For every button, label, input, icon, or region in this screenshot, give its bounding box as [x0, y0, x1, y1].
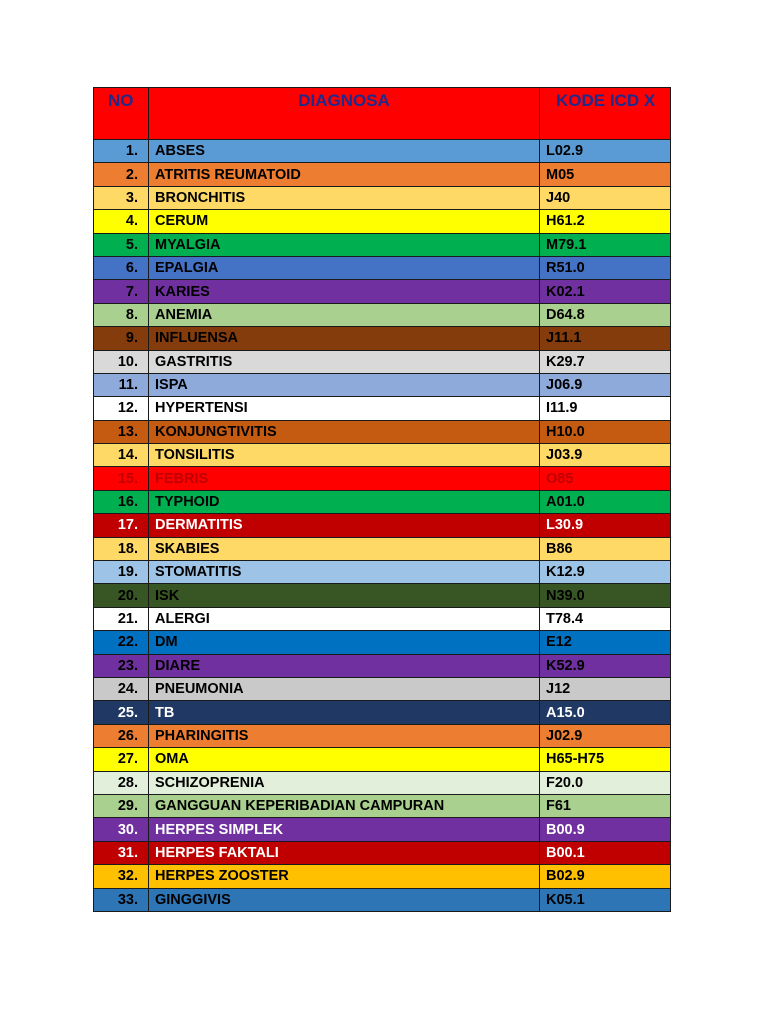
row-icd-code: H10.0: [540, 420, 671, 443]
table-row: [94, 397, 671, 420]
row-diagnosis: TB: [149, 701, 540, 724]
table-row: [94, 350, 671, 373]
row-icd-code: M05: [540, 163, 671, 186]
row-diagnosis: ANEMIA: [149, 303, 540, 326]
table-row: [94, 841, 671, 864]
table-row: [94, 514, 671, 537]
table-row: [94, 888, 671, 911]
row-number: 22.: [94, 631, 149, 654]
row-icd-code: E12: [540, 631, 671, 654]
table-row: [94, 865, 671, 888]
row-diagnosis: TYPHOID: [149, 490, 540, 513]
header-diagnosa: DIAGNOSA: [149, 88, 540, 140]
row-icd-code: F20.0: [540, 771, 671, 794]
row-number: 16.: [94, 490, 149, 513]
row-diagnosis: ALERGI: [149, 607, 540, 630]
row-diagnosis: GANGGUAN KEPERIBADIAN CAMPURAN: [149, 794, 540, 817]
row-icd-code: J40: [540, 186, 671, 209]
table-row: [94, 327, 671, 350]
table-row: [94, 373, 671, 396]
table-row: [94, 537, 671, 560]
row-icd-code: D64.8: [540, 303, 671, 326]
row-icd-code: B00.9: [540, 818, 671, 841]
row-icd-code: L30.9: [540, 514, 671, 537]
row-icd-code: K02.1: [540, 280, 671, 303]
row-diagnosis: BRONCHITIS: [149, 186, 540, 209]
row-diagnosis: CERUM: [149, 210, 540, 233]
table-row: [94, 724, 671, 747]
row-diagnosis: STOMATITIS: [149, 561, 540, 584]
row-number: 21.: [94, 607, 149, 630]
row-diagnosis: HERPES ZOOSTER: [149, 865, 540, 888]
row-icd-code: J03.9: [540, 444, 671, 467]
row-diagnosis: EPALGIA: [149, 256, 540, 279]
table-row: [94, 420, 671, 443]
row-icd-code: B86: [540, 537, 671, 560]
table-row: [94, 701, 671, 724]
table-row: [94, 186, 671, 209]
row-number: 11.: [94, 373, 149, 396]
row-diagnosis: FEBRIS: [149, 467, 540, 490]
table-row: [94, 631, 671, 654]
row-icd-code: J11.1: [540, 327, 671, 350]
row-icd-code: H65-H75: [540, 748, 671, 771]
row-icd-code: O85: [540, 467, 671, 490]
row-icd-code: K29.7: [540, 350, 671, 373]
row-diagnosis: GINGGIVIS: [149, 888, 540, 911]
table-row: [94, 467, 671, 490]
table-header-row: [94, 88, 671, 140]
row-diagnosis: HYPERTENSI: [149, 397, 540, 420]
table-row: [94, 140, 671, 163]
table-row: [94, 677, 671, 700]
row-icd-code: N39.0: [540, 584, 671, 607]
row-diagnosis: ISK: [149, 584, 540, 607]
row-icd-code: B00.1: [540, 841, 671, 864]
row-number: 5.: [94, 233, 149, 256]
row-diagnosis: KARIES: [149, 280, 540, 303]
row-number: 14.: [94, 444, 149, 467]
row-number: 33.: [94, 888, 149, 911]
row-number: 28.: [94, 771, 149, 794]
row-number: 31.: [94, 841, 149, 864]
table-row: [94, 303, 671, 326]
table-row: [94, 280, 671, 303]
row-diagnosis: PHARINGITIS: [149, 724, 540, 747]
row-icd-code: J06.9: [540, 373, 671, 396]
table-row: [94, 654, 671, 677]
row-diagnosis: HERPES FAKTALI: [149, 841, 540, 864]
row-number: 26.: [94, 724, 149, 747]
row-diagnosis: OMA: [149, 748, 540, 771]
row-number: 7.: [94, 280, 149, 303]
table-row: [94, 561, 671, 584]
row-diagnosis: GASTRITIS: [149, 350, 540, 373]
row-diagnosis: ATRITIS REUMATOID: [149, 163, 540, 186]
row-diagnosis: MYALGIA: [149, 233, 540, 256]
row-number: 17.: [94, 514, 149, 537]
row-icd-code: K12.9: [540, 561, 671, 584]
row-diagnosis: INFLUENSA: [149, 327, 540, 350]
row-icd-code: B02.9: [540, 865, 671, 888]
table-row: [94, 748, 671, 771]
row-icd-code: J12: [540, 677, 671, 700]
table-row: [94, 233, 671, 256]
row-icd-code: K52.9: [540, 654, 671, 677]
table-row: [94, 818, 671, 841]
row-diagnosis: ISPA: [149, 373, 540, 396]
row-number: 4.: [94, 210, 149, 233]
row-icd-code: K05.1: [540, 888, 671, 911]
icd-diagnosis-table: [93, 87, 671, 912]
row-number: 9.: [94, 327, 149, 350]
row-number: 18.: [94, 537, 149, 560]
row-number: 13.: [94, 420, 149, 443]
row-diagnosis: DM: [149, 631, 540, 654]
row-number: 15.: [94, 467, 149, 490]
table-row: [94, 584, 671, 607]
row-number: 1.: [94, 140, 149, 163]
row-number: 12.: [94, 397, 149, 420]
row-number: 2.: [94, 163, 149, 186]
row-number: 27.: [94, 748, 149, 771]
row-icd-code: J02.9: [540, 724, 671, 747]
header-no: NO: [94, 88, 149, 140]
table-row: [94, 490, 671, 513]
row-icd-code: H61.2: [540, 210, 671, 233]
row-number: 6.: [94, 256, 149, 279]
row-diagnosis: HERPES SIMPLEK: [149, 818, 540, 841]
row-diagnosis: SCHIZOPRENIA: [149, 771, 540, 794]
row-diagnosis: SKABIES: [149, 537, 540, 560]
row-icd-code: F61: [540, 794, 671, 817]
row-diagnosis: DERMATITIS: [149, 514, 540, 537]
row-number: 29.: [94, 794, 149, 817]
table-row: [94, 771, 671, 794]
row-number: 19.: [94, 561, 149, 584]
table-row: [94, 210, 671, 233]
row-number: 3.: [94, 186, 149, 209]
row-number: 20.: [94, 584, 149, 607]
row-number: 32.: [94, 865, 149, 888]
row-icd-code: M79.1: [540, 233, 671, 256]
row-number: 8.: [94, 303, 149, 326]
row-number: 25.: [94, 701, 149, 724]
table-row: [94, 444, 671, 467]
row-number: 24.: [94, 677, 149, 700]
row-number: 23.: [94, 654, 149, 677]
row-icd-code: T78.4: [540, 607, 671, 630]
row-diagnosis: DIARE: [149, 654, 540, 677]
row-icd-code: L02.9: [540, 140, 671, 163]
row-icd-code: R51.0: [540, 256, 671, 279]
row-diagnosis: TONSILITIS: [149, 444, 540, 467]
row-number: 10.: [94, 350, 149, 373]
row-icd-code: A15.0: [540, 701, 671, 724]
table-body: [94, 140, 671, 912]
row-diagnosis: ABSES: [149, 140, 540, 163]
row-number: 30.: [94, 818, 149, 841]
table-row: [94, 794, 671, 817]
table-row: [94, 163, 671, 186]
table-row: [94, 256, 671, 279]
row-diagnosis: PNEUMONIA: [149, 677, 540, 700]
row-diagnosis: KONJUNGTIVITIS: [149, 420, 540, 443]
row-icd-code: I11.9: [540, 397, 671, 420]
table-row: [94, 607, 671, 630]
header-kode-icd: KODE ICD X: [540, 88, 671, 140]
row-icd-code: A01.0: [540, 490, 671, 513]
